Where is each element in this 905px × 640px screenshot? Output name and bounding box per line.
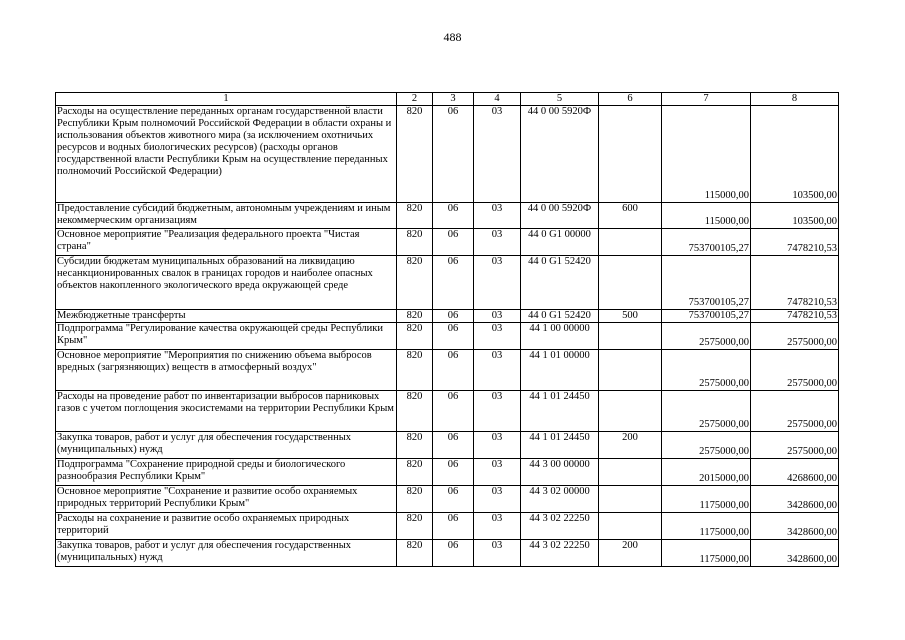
- cell-amount-col8: 3428600,00: [751, 486, 839, 513]
- cell-subsection: 03: [474, 486, 521, 513]
- table-row: [56, 513, 839, 540]
- cell-subsection: 03: [474, 256, 521, 310]
- cell-target-article: 44 3 02 22250: [521, 513, 599, 540]
- row-description: Основное мероприятие "Сохранение и развитие особо охраняемых природных территорий Республики Крым": [56, 486, 397, 513]
- page-number: 488: [443, 30, 462, 44]
- row-description: Основное мероприятие "Реализация федерального проекта "Чистая страна": [56, 229, 397, 256]
- row-description: Межбюджетные трансферты: [56, 310, 397, 323]
- cell-expense-type: [599, 350, 662, 391]
- table-row: [56, 310, 839, 323]
- cell-expense-type: [599, 459, 662, 486]
- cell-expense-type: [599, 513, 662, 540]
- cell-amount-col7: 2575000,00: [662, 323, 751, 350]
- column-header: 5: [521, 93, 599, 106]
- cell-section: 06: [433, 540, 474, 567]
- cell-amount-col7: 1175000,00: [662, 540, 751, 567]
- cell-amount-col8: 7478210,53: [751, 310, 839, 323]
- table-row: [56, 256, 839, 310]
- cell-amount-col8: 103500,00: [751, 106, 839, 203]
- cell-target-article: 44 3 00 00000: [521, 459, 599, 486]
- cell-amount-col7: 2575000,00: [662, 350, 751, 391]
- cell-amount-col8: 2575000,00: [751, 323, 839, 350]
- cell-admin-code: 820: [397, 486, 433, 513]
- table-row: [56, 459, 839, 486]
- table-row: [56, 106, 839, 203]
- cell-expense-type: 200: [599, 540, 662, 567]
- cell-amount-col8: 3428600,00: [751, 540, 839, 567]
- cell-amount-col7: 2575000,00: [662, 391, 751, 432]
- cell-subsection: 03: [474, 106, 521, 203]
- column-header: 2: [397, 93, 433, 106]
- column-header: 1: [56, 93, 397, 106]
- cell-amount-col7: 1175000,00: [662, 513, 751, 540]
- cell-amount-col8: 103500,00: [751, 203, 839, 229]
- cell-admin-code: 820: [397, 256, 433, 310]
- cell-expense-type: 500: [599, 310, 662, 323]
- cell-section: 06: [433, 432, 474, 459]
- cell-expense-type: 200: [599, 432, 662, 459]
- cell-target-article: 44 1 01 00000: [521, 350, 599, 391]
- cell-amount-col7: 115000,00: [662, 106, 751, 203]
- cell-expense-type: [599, 486, 662, 513]
- column-header: 8: [751, 93, 839, 106]
- cell-amount-col7: 753700105,27: [662, 229, 751, 256]
- table-row: [56, 323, 839, 350]
- row-description: Закупка товаров, работ и услуг для обеспечения государственных (муниципальных) нужд: [56, 540, 397, 567]
- cell-section: 06: [433, 256, 474, 310]
- cell-amount-col8: 2575000,00: [751, 350, 839, 391]
- cell-subsection: 03: [474, 540, 521, 567]
- table-row: [56, 391, 839, 432]
- cell-admin-code: 820: [397, 229, 433, 256]
- cell-admin-code: 820: [397, 513, 433, 540]
- cell-section: 06: [433, 486, 474, 513]
- cell-expense-type: [599, 391, 662, 432]
- cell-amount-col7: 2575000,00: [662, 432, 751, 459]
- cell-subsection: 03: [474, 513, 521, 540]
- column-header: 3: [433, 93, 474, 106]
- cell-admin-code: 820: [397, 203, 433, 229]
- cell-section: 06: [433, 106, 474, 203]
- cell-target-article: 44 3 02 00000: [521, 486, 599, 513]
- cell-target-article: 44 1 01 24450: [521, 391, 599, 432]
- column-header: 7: [662, 93, 751, 106]
- column-header: 4: [474, 93, 521, 106]
- row-description: Предоставление субсидий бюджетным, автономным учреждениям и иным некоммерческим организациям: [56, 203, 397, 229]
- cell-target-article: 44 0 G1 52420: [521, 256, 599, 310]
- row-description: Расходы на проведение работ по инвентаризации выбросов парниковых газов с учетом поглощения экосистемами на территории Республики Крым: [56, 391, 397, 432]
- cell-admin-code: 820: [397, 391, 433, 432]
- cell-amount-col8: 4268600,00: [751, 459, 839, 486]
- cell-expense-type: 600: [599, 203, 662, 229]
- table-row: [56, 486, 839, 513]
- cell-target-article: 44 0 G1 00000: [521, 229, 599, 256]
- row-description: Субсидии бюджетам муниципальных образований на ликвидацию несанкционированных свалок в границах городов и наиболее опасных объектов накопленного экологического вреда окружающей среде: [56, 256, 397, 310]
- table-row: [56, 432, 839, 459]
- cell-amount-col8: 2575000,00: [751, 391, 839, 432]
- cell-admin-code: 820: [397, 310, 433, 323]
- cell-subsection: 03: [474, 203, 521, 229]
- cell-subsection: 03: [474, 323, 521, 350]
- cell-target-article: 44 1 01 24450: [521, 432, 599, 459]
- column-header-row: [56, 93, 839, 106]
- cell-amount-col7: 115000,00: [662, 203, 751, 229]
- cell-admin-code: 820: [397, 540, 433, 567]
- cell-amount-col8: 2575000,00: [751, 432, 839, 459]
- budget-table: [55, 92, 839, 567]
- cell-section: 06: [433, 203, 474, 229]
- cell-section: 06: [433, 323, 474, 350]
- cell-subsection: 03: [474, 459, 521, 486]
- cell-target-article: 44 3 02 22250: [521, 540, 599, 567]
- row-description: Расходы на сохранение и развитие особо охраняемых природных территорий: [56, 513, 397, 540]
- cell-target-article: 44 0 G1 52420: [521, 310, 599, 323]
- cell-admin-code: 820: [397, 106, 433, 203]
- cell-subsection: 03: [474, 432, 521, 459]
- row-description: Закупка товаров, работ и услуг для обеспечения государственных (муниципальных) нужд: [56, 432, 397, 459]
- cell-subsection: 03: [474, 391, 521, 432]
- cell-target-article: 44 0 00 5920Ф: [521, 203, 599, 229]
- row-description: Подпрограмма "Регулирование качества окружающей среды Республики Крым": [56, 323, 397, 350]
- cell-amount-col8: 7478210,53: [751, 256, 839, 310]
- cell-subsection: 03: [474, 350, 521, 391]
- cell-admin-code: 820: [397, 432, 433, 459]
- cell-section: 06: [433, 459, 474, 486]
- cell-admin-code: 820: [397, 459, 433, 486]
- column-header: 6: [599, 93, 662, 106]
- cell-section: 06: [433, 310, 474, 323]
- cell-section: 06: [433, 513, 474, 540]
- cell-amount-col7: 1175000,00: [662, 486, 751, 513]
- cell-amount-col8: 3428600,00: [751, 513, 839, 540]
- cell-target-article: 44 0 00 5920Ф: [521, 106, 599, 203]
- table-row: [56, 229, 839, 256]
- table-row: [56, 540, 839, 567]
- cell-expense-type: [599, 106, 662, 203]
- cell-section: 06: [433, 229, 474, 256]
- cell-section: 06: [433, 350, 474, 391]
- row-description: Основное мероприятие "Мероприятия по снижению объема выбросов вредных (загрязняющих) веществ в атмосферный воздух": [56, 350, 397, 391]
- cell-admin-code: 820: [397, 350, 433, 391]
- row-description: Расходы на осуществление переданных органам государственной власти Республики Крым полномочий Российской Федерации в области охраны и использования объектов животного мира (за исключением охотничьих ресурсов и водных биологических ресурсов) (расходы органов государственной власти Республики Крым на осуществление переданных полномочий Российской Федерации): [56, 106, 397, 203]
- row-description: Подпрограмма "Сохранение природной среды и биологического разнообразия Республики Крым": [56, 459, 397, 486]
- cell-expense-type: [599, 256, 662, 310]
- cell-subsection: 03: [474, 310, 521, 323]
- table-row: [56, 203, 839, 229]
- cell-amount-col8: 7478210,53: [751, 229, 839, 256]
- table-row: [56, 350, 839, 391]
- cell-section: 06: [433, 391, 474, 432]
- cell-amount-col7: 753700105,27: [662, 310, 751, 323]
- cell-amount-col7: 2015000,00: [662, 459, 751, 486]
- cell-admin-code: 820: [397, 323, 433, 350]
- cell-target-article: 44 1 00 00000: [521, 323, 599, 350]
- cell-amount-col7: 753700105,27: [662, 256, 751, 310]
- cell-expense-type: [599, 229, 662, 256]
- cell-expense-type: [599, 323, 662, 350]
- cell-subsection: 03: [474, 229, 521, 256]
